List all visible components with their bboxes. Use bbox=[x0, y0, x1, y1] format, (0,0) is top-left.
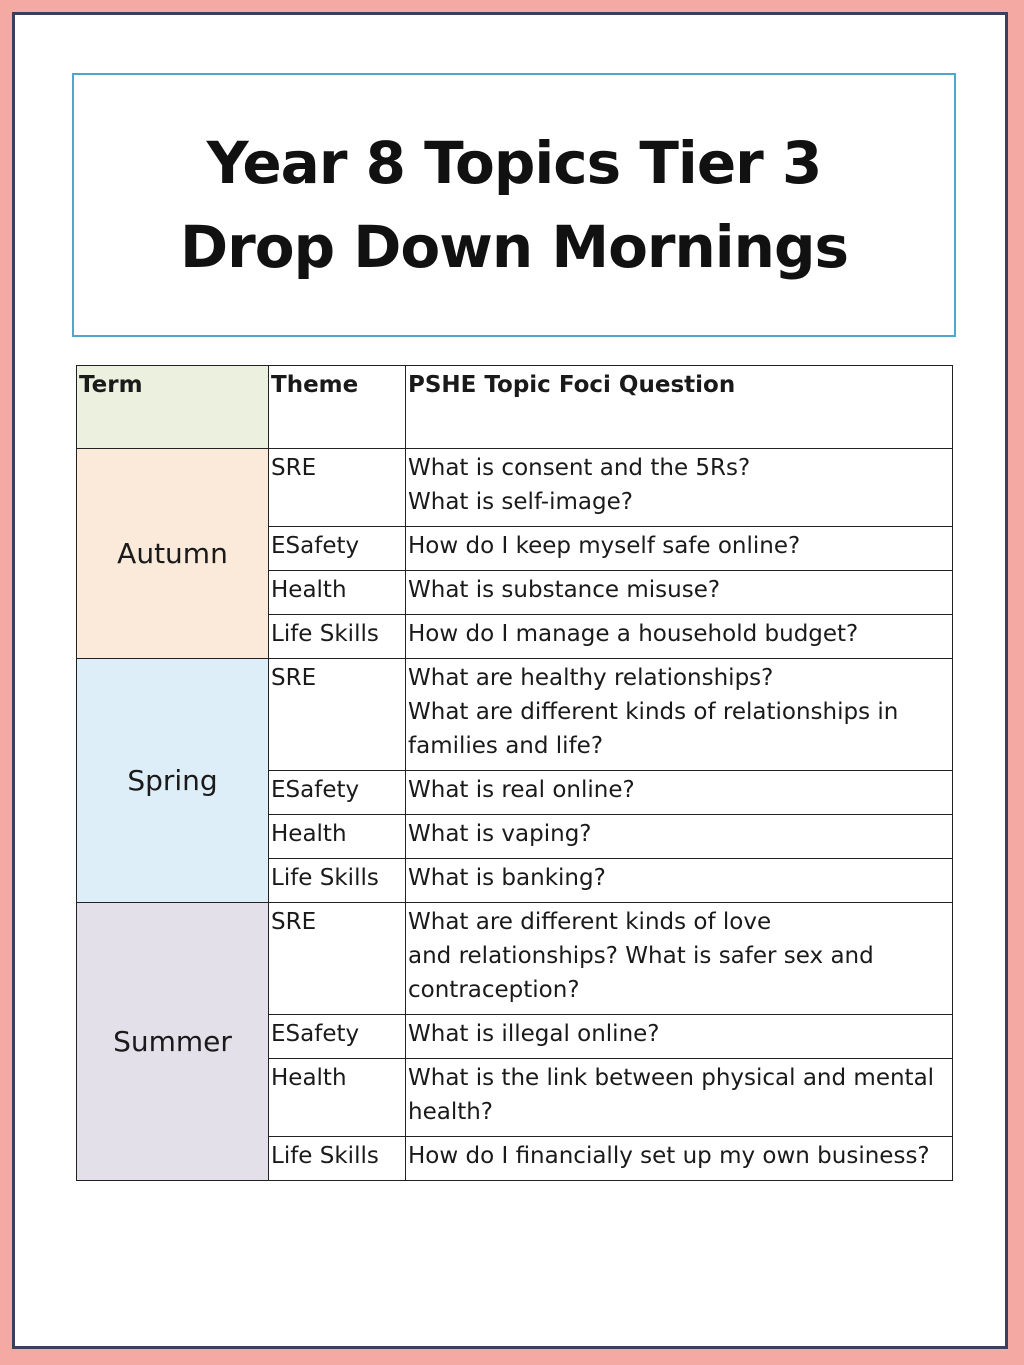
theme-cell: Life Skills bbox=[269, 1137, 406, 1181]
question-line: health? bbox=[408, 1099, 494, 1125]
question-cell bbox=[406, 1059, 953, 1137]
question-line: What is illegal online? bbox=[408, 1021, 660, 1047]
question-line: What is consent and the 5Rs? bbox=[408, 455, 751, 481]
question-line: What are healthy relationships? bbox=[408, 665, 774, 691]
topics-table bbox=[76, 365, 953, 1181]
question-line: How do I financially set up my own business? bbox=[408, 1143, 930, 1169]
question-line: What are different kinds of relationships in bbox=[408, 699, 899, 725]
question-line: How do I keep myself safe online? bbox=[408, 533, 801, 559]
question-line: What is self-image? bbox=[408, 489, 633, 515]
header-row bbox=[77, 366, 953, 449]
question-cell bbox=[406, 449, 953, 527]
title-box bbox=[72, 73, 956, 337]
theme-cell: Life Skills bbox=[269, 615, 406, 659]
theme-cell: SRE bbox=[269, 903, 406, 1015]
question-line: What is real online? bbox=[408, 777, 635, 803]
question-cell bbox=[406, 903, 953, 1015]
question-cell bbox=[406, 571, 953, 615]
header-term: Term bbox=[77, 366, 269, 449]
table-row bbox=[77, 449, 953, 527]
question-cell bbox=[406, 1137, 953, 1181]
question-line: contraception? bbox=[408, 977, 580, 1003]
theme-cell: ESafety bbox=[269, 1015, 406, 1059]
question-cell bbox=[406, 771, 953, 815]
theme-cell: SRE bbox=[269, 449, 406, 527]
theme-cell: Health bbox=[269, 571, 406, 615]
question-line: How do I manage a household budget? bbox=[408, 621, 859, 647]
header-question: PSHE Topic Foci Question bbox=[406, 366, 953, 449]
question-cell bbox=[406, 615, 953, 659]
question-line: families and life? bbox=[408, 733, 604, 759]
question-cell bbox=[406, 815, 953, 859]
header-theme: Theme bbox=[269, 366, 406, 449]
theme-cell: ESafety bbox=[269, 771, 406, 815]
theme-cell: SRE bbox=[269, 659, 406, 771]
theme-cell: Health bbox=[269, 815, 406, 859]
question-cell bbox=[406, 659, 953, 771]
term-cell-spring: Spring bbox=[77, 659, 269, 903]
table-row bbox=[77, 903, 953, 1015]
term-cell-autumn: Autumn bbox=[77, 449, 269, 659]
theme-cell: Life Skills bbox=[269, 859, 406, 903]
slide-frame bbox=[12, 12, 1008, 1349]
table-row bbox=[77, 659, 953, 771]
question-line: What is the link between physical and mental bbox=[408, 1065, 935, 1091]
term-cell-summer: Summer bbox=[77, 903, 269, 1181]
theme-cell: ESafety bbox=[269, 527, 406, 571]
theme-cell: Health bbox=[269, 1059, 406, 1137]
question-line: What is banking? bbox=[408, 865, 606, 891]
question-cell bbox=[406, 1015, 953, 1059]
question-cell bbox=[406, 859, 953, 903]
question-line: What is substance misuse? bbox=[408, 577, 721, 603]
question-line: What are different kinds of love bbox=[408, 909, 772, 935]
title-line-1: Year 8 Topics Tier 3 bbox=[206, 129, 822, 197]
question-line: What is vaping? bbox=[408, 821, 592, 847]
question-cell bbox=[406, 527, 953, 571]
title-line-2: Drop Down Mornings bbox=[179, 213, 849, 281]
question-line: and relationships? What is safer sex and bbox=[408, 943, 874, 969]
